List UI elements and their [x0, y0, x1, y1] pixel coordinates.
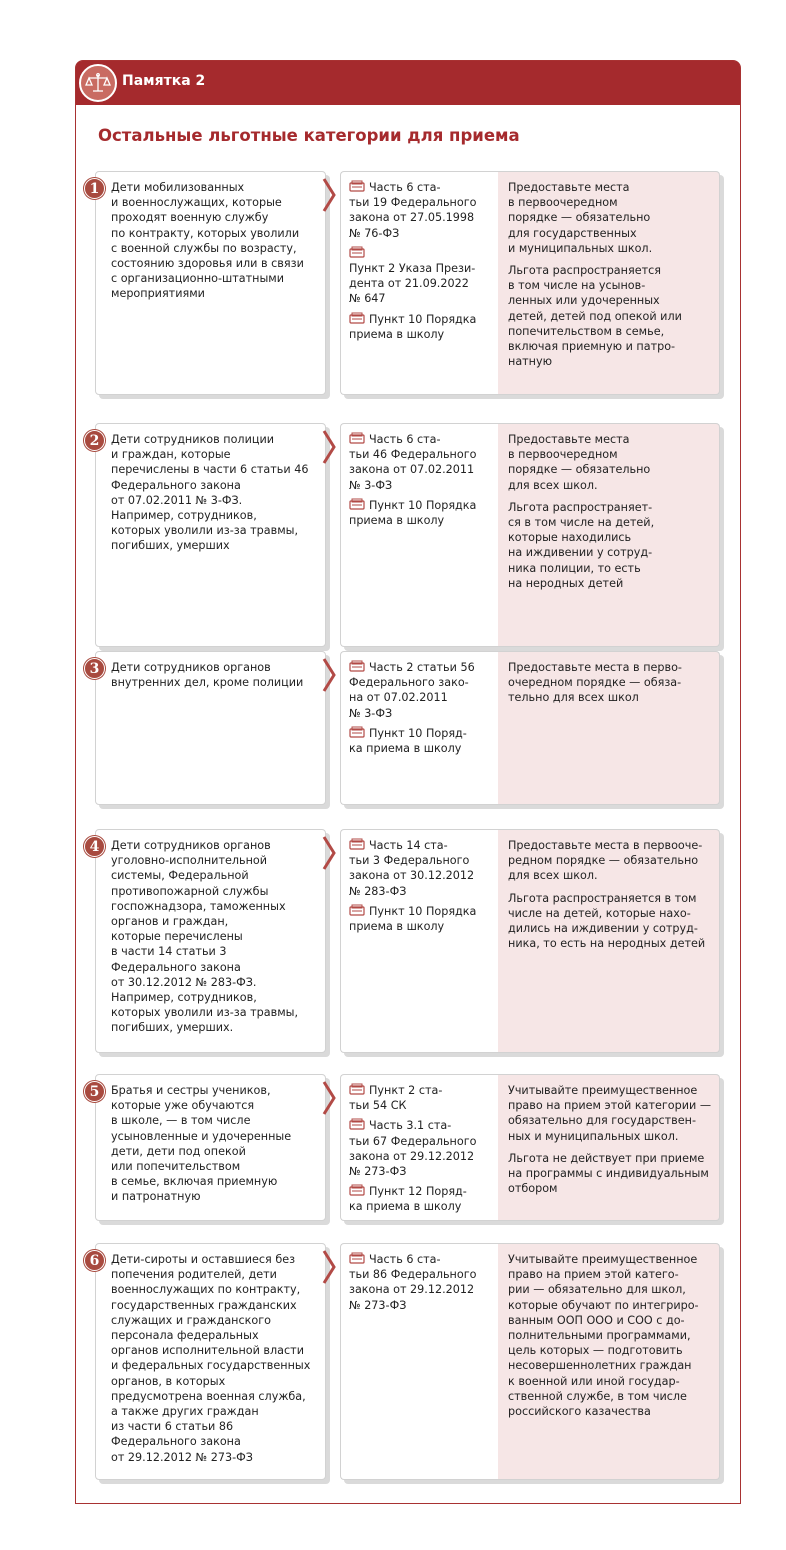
- instructions-card: [498, 423, 720, 647]
- memo-banner: [76, 61, 740, 105]
- legal-ref-text: Часть 6 ста- тьи 19 Федерального закона от 27.05.1998 № 76-ФЗ: [349, 181, 477, 240]
- legal-ref-text: Пункт 2 ста- тьи 54 СК: [349, 1084, 443, 1113]
- legal-ref-text: Пункт 10 Порядка приема в школу: [349, 312, 477, 341]
- legal-ref-text: Пункт 10 Порядка приема в школу: [349, 904, 477, 934]
- document-icon: [349, 246, 365, 258]
- instructions-card: [498, 171, 720, 395]
- legal-ref-text: Часть 2 статьи 56 Федерального зако- на от 07.02.2011 № 3-ФЗ: [349, 661, 475, 720]
- instructions-card: [498, 651, 720, 805]
- document-icon: [349, 312, 365, 324]
- instruction-text: Льгота не действует при приеме на программы с индивидуальным отбором: [508, 1151, 709, 1196]
- instruction-text: Предоставьте места в первоочередном порядке — обязательно для всех школ.: [508, 433, 651, 492]
- instruction-text: Предоставьте места в первооче- редном порядке — обязательно для всех школ.: [508, 839, 703, 883]
- category-text: Дети сотрудников органов внутренних дел, кроме полиции: [111, 661, 304, 690]
- legal-ref[interactable]: [349, 1083, 494, 1113]
- memo-frame: [75, 60, 741, 1504]
- document-icon: [349, 726, 365, 738]
- chevron-right-icon: [322, 429, 336, 465]
- legal-ref[interactable]: [349, 180, 494, 241]
- instruction-text: Льгота распространяется в том числе на детей, которые нахо- дились на иждивении у сотруд- ника, то есть на неродных детей: [508, 891, 706, 951]
- row-number-badge: 4: [84, 836, 105, 857]
- chevron-right-icon: [322, 1080, 336, 1116]
- category-text: Дети-сироты и оставшиеся без попечения родителей, дети военнослужащих по контракту, государственных гражданских служащих и гражданского персонала федеральных органов исполнительной власти и федеральных государственных органов, в которых предусмотрена военная служба, а также других граждан из части 6 статьи 86 Федерального закона от 29.12.2012 № 273-ФЗ: [111, 1253, 311, 1464]
- document-icon: [349, 904, 365, 916]
- legal-ref[interactable]: [349, 660, 494, 721]
- legal-ref[interactable]: [349, 838, 494, 899]
- legal-ref[interactable]: [349, 432, 494, 493]
- legal-basis-card: [340, 651, 498, 805]
- legal-ref[interactable]: [349, 246, 494, 307]
- row-number-badge: 6: [84, 1250, 105, 1271]
- legal-ref-text: Часть 6 ста- тьи 46 Федерального закона от 07.02.2011 № 3-ФЗ: [349, 433, 477, 492]
- instruction-text: Предоставьте места в первоочередном порядке — обязательно для государственных и муниципальных школ.: [508, 181, 653, 255]
- scales-icon: [79, 64, 117, 102]
- legal-ref-text: Пункт 10 Порядка приема в школу: [349, 498, 477, 528]
- instruction-text: Льгота распространяется в том числе на усынов- ленных или удочеренных детей, детей под опекой или попечительством в семье, включая приемную и патро- натную: [508, 264, 682, 369]
- row-number-badge: 3: [84, 658, 105, 679]
- category-card: [95, 651, 326, 805]
- row-number-badge: 1: [84, 178, 105, 199]
- document-icon: [349, 1118, 365, 1130]
- document-icon: [349, 432, 365, 444]
- legal-basis-card: [340, 1074, 498, 1221]
- legal-ref[interactable]: [349, 1184, 494, 1214]
- legal-ref-text: Часть 6 ста- тьи 86 Федерального закона от 29.12.2012 № 273-ФЗ: [349, 1253, 477, 1312]
- chevron-right-icon: [322, 177, 336, 213]
- legal-ref[interactable]: [349, 1118, 494, 1179]
- document-icon: [349, 838, 365, 850]
- category-text: Дети сотрудников полиции и граждан, которые перечислены в части 6 статьи 46 Федерального закона от 07.02.2011 № 3-ФЗ. Например, сотрудников, которых уволили из-за травмы, погибших, умерших: [111, 433, 309, 553]
- category-card: [95, 829, 326, 1053]
- chevron-right-icon: [322, 835, 336, 871]
- document-icon: [349, 1252, 365, 1264]
- category-text: Дети сотрудников органов уголовно-исполнительной системы, Федеральной противопожарной службы госпожнадзора, таможенных органов и граждан, которые перечислены в части 14 статьи 3 Федерального закона от 30.12.2012 № 283-ФЗ. Например, сотрудников, которых уволили из-за травмы, погибших, умерших.: [111, 839, 299, 1035]
- instruction-text: Льгота распространяет- ся в том числе на детей, которые находились на иждивении у сотруд- ника полиции, то есть на неродных детей: [508, 500, 655, 590]
- chevron-right-icon: [322, 657, 336, 693]
- category-card: [95, 171, 326, 395]
- document-icon: [349, 1184, 365, 1196]
- legal-basis-card: [340, 1243, 498, 1480]
- document-icon: [349, 660, 365, 672]
- legal-ref-text: Пункт 10 Поряд- ка приема в школу: [349, 726, 467, 756]
- memo-title: Памятка 2: [122, 73, 206, 89]
- row-number-badge: 2: [84, 430, 105, 451]
- section-title: Остальные льготные категории для приема: [98, 126, 520, 145]
- instructions-card: [498, 1074, 720, 1221]
- category-text: Дети мобилизованных и военнослужащих, которые проходят военную службу по контракту, которых уволили с военной службы по возрасту, состоянию здоровья или в связи с организационно-штатными мероприятиями: [111, 181, 304, 301]
- category-card: [95, 1074, 326, 1221]
- legal-basis-card: [340, 171, 498, 395]
- legal-ref[interactable]: [349, 498, 494, 528]
- instructions-card: [498, 1243, 720, 1480]
- chevron-right-icon: [322, 1249, 336, 1285]
- legal-basis-card: [340, 423, 498, 647]
- category-card: [95, 1243, 326, 1480]
- legal-ref[interactable]: [349, 904, 494, 934]
- row-number-badge: 5: [84, 1081, 105, 1102]
- instruction-text: Учитывайте преимущественное право на прием этой категории — обязательно для государствен- ных и муниципальных школ.: [508, 1084, 712, 1143]
- legal-ref-text: Часть 14 ста- тьи 3 Федерального закона от 30.12.2012 № 283-ФЗ: [349, 839, 475, 898]
- instructions-card: [498, 829, 720, 1053]
- legal-ref-text: Пункт 12 Поряд- ка приема в школу: [349, 1185, 467, 1214]
- legal-ref-text: Пункт 2 Указа Прези- дента от 21.09.2022 № 647: [349, 262, 476, 306]
- document-icon: [349, 498, 365, 510]
- legal-ref[interactable]: [349, 312, 494, 342]
- instruction-text: Учитывайте преимущественное право на прием этой катего- рии — обязательно для школ, которые обучают по интегриро- ванным ООП ООО и СОО с до- полнительными программами, цель которых — подготовить несовершеннолетних граждан к военной или иной государ- ственной службе, в том числе российского казачества: [508, 1253, 699, 1419]
- legal-ref-text: Часть 3.1 ста- тьи 67 Федерального закона от 29.12.2012 № 273-ФЗ: [349, 1119, 477, 1179]
- document-icon: [349, 180, 365, 192]
- instruction-text: Предоставьте места в перво- очередном порядке — обяза- тельно для всех школ: [508, 661, 682, 705]
- category-text: Братья и сестры учеников, которые уже обучаются в школе, — в том числе усыновленные и удочеренные дети, дети под опекой или попечительством в семье, включая приемную и патронатную: [111, 1084, 292, 1204]
- document-icon: [349, 1083, 365, 1095]
- legal-basis-card: [340, 829, 498, 1053]
- legal-ref[interactable]: [349, 1252, 494, 1313]
- legal-ref[interactable]: [349, 726, 494, 756]
- category-card: [95, 423, 326, 647]
